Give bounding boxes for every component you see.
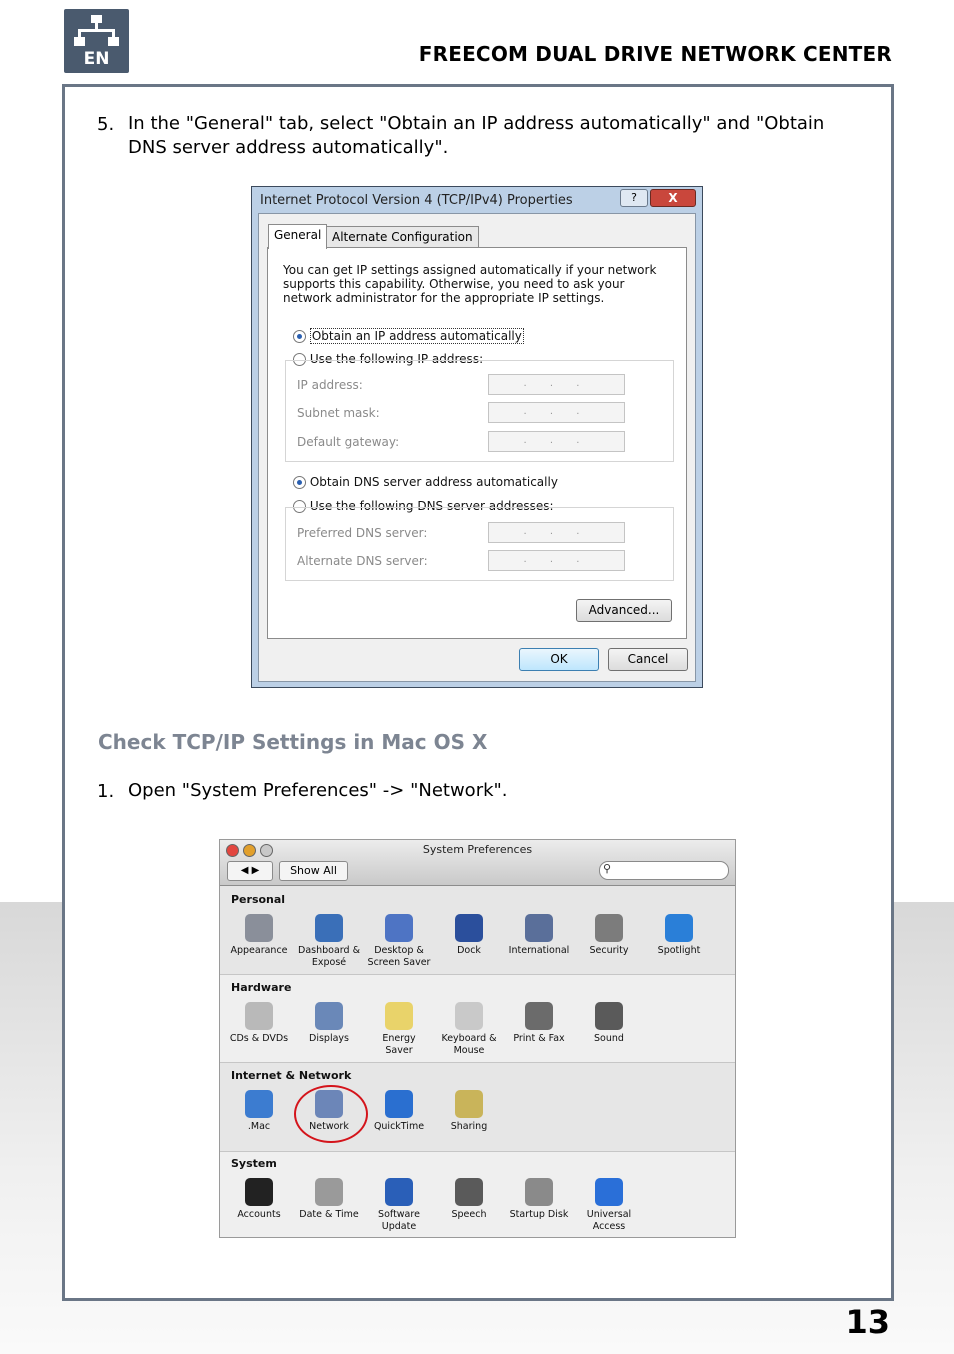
pref-label: Keyboard & Mouse: [441, 1033, 497, 1056]
section-heading: Personal: [231, 893, 286, 906]
pref-row: [224, 1002, 644, 1057]
dock-icon: [455, 914, 483, 942]
alternate-dns-label: Alternate DNS server:: [297, 554, 428, 568]
startup-disk-icon: [525, 1178, 553, 1206]
tcpip-properties-dialog: [251, 186, 703, 688]
dialog-body: [258, 213, 696, 682]
energy-saver-icon: [385, 1002, 413, 1030]
pref-item-software-update[interactable]: [364, 1178, 434, 1233]
dashboard-expos-icon: [315, 914, 343, 942]
preferred-dns-field[interactable]: . . .: [488, 522, 625, 543]
dialog-title: Internet Protocol Version 4 (TCP/IPv4) Properties: [260, 193, 573, 208]
window-title: System Preferences: [422, 843, 533, 856]
advanced-button[interactable]: Advanced...: [576, 599, 672, 622]
pref-label: Sharing: [450, 1121, 488, 1132]
search-input[interactable]: [599, 861, 729, 880]
window-toolbar: [220, 840, 735, 886]
print-fax-icon: [525, 1002, 553, 1030]
section-hardware: [220, 975, 735, 1063]
step-text: Open "System Preferences" -> "Network".: [128, 780, 508, 801]
radio-label: Use the following IP address:: [309, 352, 484, 366]
universal-access-icon: [595, 1178, 623, 1206]
pref-label: Displays: [309, 1033, 349, 1044]
pref-label: .Mac: [247, 1121, 271, 1132]
pref-label: Speech: [451, 1209, 487, 1220]
pref-item-quicktime[interactable]: [364, 1090, 434, 1133]
radio-obtain-ip-auto[interactable]: [293, 329, 524, 343]
radio-label: Obtain DNS server address automatically: [309, 475, 558, 489]
pref-label: Energy Saver: [382, 1033, 416, 1056]
back-forward-buttons[interactable]: ◀ ▶: [227, 861, 273, 881]
pref-item-desktop-screen-saver[interactable]: [364, 914, 434, 969]
pref-item-dock[interactable]: [434, 914, 504, 969]
default-gateway-field[interactable]: . . .: [488, 431, 625, 452]
tab-general[interactable]: General: [268, 224, 327, 249]
keyboard-mouse-icon: [455, 1002, 483, 1030]
network-highlight-circle: [294, 1085, 368, 1143]
pref-label: Appearance: [230, 945, 288, 956]
pref-label: Spotlight: [657, 945, 701, 956]
pref-label: Network: [309, 1121, 349, 1132]
pref-label: Universal Access: [586, 1209, 632, 1232]
section-heading: Hardware: [231, 981, 292, 994]
default-gateway-label: Default gateway:: [297, 435, 400, 449]
ip-address-label: IP address:: [297, 378, 363, 392]
cds-dvds-icon: [245, 1002, 273, 1030]
general-tab-panel: [267, 247, 687, 639]
step-number: 1.: [97, 781, 115, 802]
pref-item-displays[interactable]: [294, 1002, 364, 1057]
pref-label: CDs & DVDs: [229, 1033, 289, 1044]
software-update-icon: [385, 1178, 413, 1206]
security-icon: [595, 914, 623, 942]
help-button[interactable]: ?: [620, 189, 648, 207]
alternate-dns-field[interactable]: . . .: [488, 550, 625, 571]
pref-item-speech[interactable]: [434, 1178, 504, 1233]
document-header-title: FREECOM DUAL DRIVE NETWORK CENTER: [418, 42, 892, 66]
radio-selected-icon: [293, 476, 306, 489]
pref-item-startup-disk[interactable]: [504, 1178, 574, 1233]
section-system: [220, 1152, 735, 1237]
date-time-icon: [315, 1178, 343, 1206]
speech-icon: [455, 1178, 483, 1206]
zoom-window-icon[interactable]: [260, 844, 273, 857]
pref-label: Software Update: [378, 1209, 420, 1232]
pref-label: Date & Time: [299, 1209, 359, 1220]
preferred-dns-label: Preferred DNS server:: [297, 526, 428, 540]
step-text: In the "General" tab, select "Obtain an IP address automatically" and "Obtain DNS server address automatically".: [128, 113, 825, 158]
pref-item-accounts[interactable]: [224, 1178, 294, 1233]
page-number: 13: [845, 1303, 890, 1341]
pref-label: QuickTime: [373, 1121, 425, 1132]
system-preferences-window: [219, 839, 736, 1238]
radio-selected-icon: [293, 330, 306, 343]
pref-item-mac[interactable]: [224, 1090, 294, 1133]
mac-icon: [245, 1090, 273, 1118]
ip-address-field[interactable]: . . .: [488, 374, 625, 395]
pref-label: Startup Disk: [509, 1209, 569, 1220]
pref-item-keyboard-mouse[interactable]: [434, 1002, 504, 1057]
displays-icon: [315, 1002, 343, 1030]
radio-label: Use the following DNS server addresses:: [309, 499, 554, 513]
pref-item-spotlight[interactable]: [644, 914, 714, 969]
pref-item-appearance[interactable]: [224, 914, 294, 969]
subnet-mask-field[interactable]: . . .: [488, 402, 625, 423]
pref-label: Dock: [457, 945, 481, 956]
show-all-button[interactable]: Show All: [279, 861, 348, 881]
pref-item-universal-access[interactable]: [574, 1178, 644, 1233]
pref-row: [224, 914, 714, 969]
appearance-icon: [245, 914, 273, 942]
desktop-screen-saver-icon: [385, 914, 413, 942]
sharing-icon: [455, 1090, 483, 1118]
pref-label: Security: [589, 945, 629, 956]
section-personal: [220, 886, 735, 975]
pref-label: Sound: [594, 1033, 624, 1044]
pref-item-sharing[interactable]: [434, 1090, 504, 1133]
accounts-icon: [245, 1178, 273, 1206]
radio-obtain-dns-auto[interactable]: [293, 475, 558, 489]
radio-label: Obtain an IP address automatically: [311, 329, 522, 343]
step-number: 5.: [97, 114, 115, 135]
pref-label: Dashboard & Exposé: [298, 945, 360, 968]
pref-label: Desktop & Screen Saver: [367, 945, 431, 968]
pref-item-print-fax[interactable]: [504, 1002, 574, 1057]
ok-button[interactable]: OK: [519, 648, 599, 671]
intro-text: You can get IP settings assigned automatically if your network supports this capability. Otherwise, you need to ask your network administrator for the appropriate IP settings.: [283, 263, 657, 305]
subnet-mask-label: Subnet mask:: [297, 406, 380, 420]
quicktime-icon: [385, 1090, 413, 1118]
minimize-window-icon[interactable]: [243, 844, 256, 857]
sound-icon: [595, 1002, 623, 1030]
tab-alternate-configuration[interactable]: Alternate Configuration: [326, 226, 479, 247]
cancel-button[interactable]: Cancel: [608, 648, 688, 671]
pref-item-energy-saver[interactable]: [364, 1002, 434, 1057]
international-icon: [525, 914, 553, 942]
search-icon: ⚲: [603, 862, 612, 875]
pref-row: [224, 1178, 644, 1233]
pref-item-sound[interactable]: [574, 1002, 644, 1057]
pref-item-cds-dvds[interactable]: [224, 1002, 294, 1057]
pref-item-security[interactable]: [574, 914, 644, 969]
section-heading: Internet & Network: [231, 1069, 352, 1082]
close-window-icon[interactable]: [226, 844, 239, 857]
pref-item-international[interactable]: [504, 914, 574, 969]
section-heading: System: [231, 1157, 277, 1170]
language-label: EN: [83, 49, 110, 69]
pref-item-dashboard-expos[interactable]: [294, 914, 364, 969]
close-button[interactable]: X: [650, 189, 696, 207]
section-title: Check TCP/IP Settings in Mac OS X: [98, 730, 488, 754]
spotlight-icon: [665, 914, 693, 942]
pref-item-date-time[interactable]: [294, 1178, 364, 1233]
pref-label: Accounts: [237, 1209, 281, 1220]
pref-label: International: [508, 945, 570, 956]
pref-label: Print & Fax: [513, 1033, 565, 1044]
